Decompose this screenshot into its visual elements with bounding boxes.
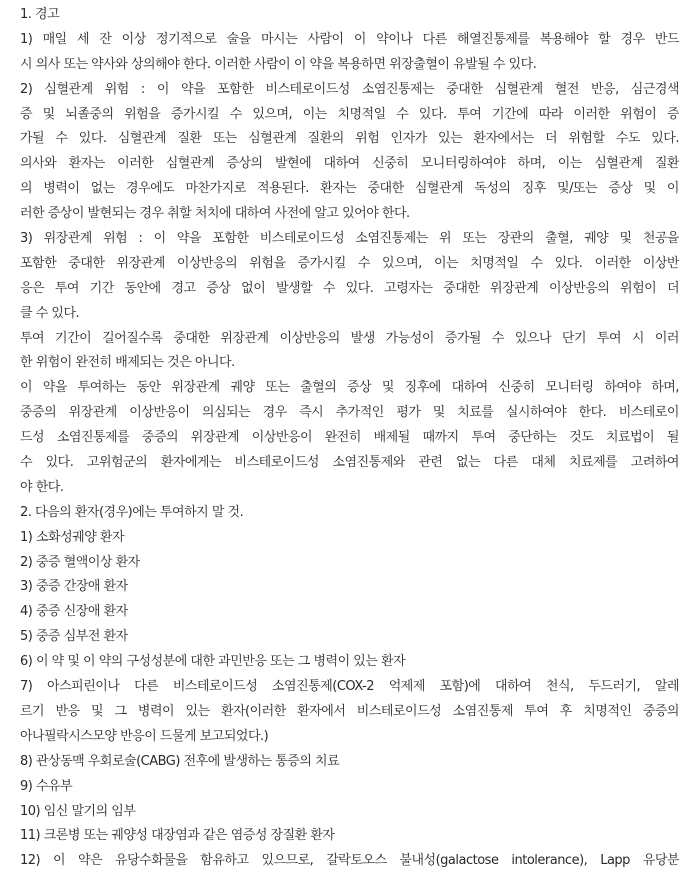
text-line: 7) 아스피린이나 다른 비스테로이드성 소염진통제(COX-2 억제제 포함)에 대하여 천식, 두드러기, 알레 (20, 679, 679, 695)
text-line: 2) 중증 혈액이상 환자 (20, 554, 140, 570)
text-line: 1) 소화성궤양 환자 (20, 529, 125, 545)
text-line: 이 약을 투여하는 동안 위장관계 궤양 또는 출혈의 증상 및 징후에 대하여 신중히 모니터링 하여야 하며, (20, 380, 679, 396)
text-line: 5) 중증 심부전 환자 (20, 629, 128, 645)
text-line: 3) 중증 간장애 환자 (20, 579, 128, 595)
text-line: 3) 위장관계 위험 : 이 약을 포함한 비스테로이드성 소염진통제는 위 또는 장관의 출혈, 궤양 및 천공을 (20, 231, 679, 247)
text-line: 10) 임신 말기의 임부 (20, 803, 136, 819)
text-line: 의사와 환자는 이러한 심혈관계 증상의 발현에 대하여 신중히 모니터링하여야 하며, 이는 심혈관계 질환 (20, 156, 679, 172)
text-line: 르기 반응 및 그 병력이 있는 환자(이러한 환자에서 비스테로이드성 소염진통제 투여 후 치명적인 중증의 (20, 703, 679, 719)
text-line: 12) 이 약은 유당수화물을 함유하고 있으므로, 갈락토오스 불내성(galactose intolerance), Lapp 유당분 (20, 853, 679, 869)
text-line: 응은 투여 기간 동안에 경고 증상 없이 발생할 수 있다. 고령자는 중대한 위장관계 이상반응의 위험이 더 (20, 280, 679, 296)
text-line: 증 및 뇌졸중의 위험을 증가시킬 수 있으며, 이는 치명적일 수 있다. 투여 기간에 따라 이러한 위험이 증 (20, 106, 679, 122)
text-line: 중증의 위장관계 이상반응이 의심되는 경우 즉시 추가적인 평가 및 치료를 실시하여야 한다. 비스테로이 (20, 405, 679, 421)
text-line: 가될 수 있다. 심혈관계 질환 또는 심혈관계 질환의 위험 인자가 있는 환자에서는 더 위험할 수도 있다. (20, 131, 679, 147)
text-line: 야 한다. (20, 479, 64, 495)
text-line: 의 병력이 없는 경우에도 마찬가지로 적용된다. 환자는 중대한 심혈관계 독성의 징후 및/또는 증상 및 이 (20, 181, 679, 197)
text-line: 투여 기간이 길어질수록 중대한 위장관계 이상반응의 발생 가능성이 증가될 수 있으나 단기 투여 시 이러 (20, 330, 679, 346)
text-line: 수 있다. 고위험군의 환자에게는 비스테로이드성 소염진통제와 관련 없는 다른 대체 치료제를 고려하여 (20, 455, 679, 471)
text-line: 9) 수유부 (20, 778, 73, 794)
text-line: 포함한 중대한 위장관계 이상반응의 위험을 증가시킬 수 있으며, 이는 치명적일 수 있다. 이러한 이상반 (20, 255, 679, 271)
text-line: 러한 증상이 발현되는 경우 취할 처치에 대하여 사전에 알고 있어야 한다. (20, 206, 410, 222)
text-line: 1. 경고 (20, 7, 60, 22)
text-line: 8) 관상동맥 우회로술(CABG) 전후에 발생하는 통증의 치료 (20, 753, 340, 769)
text-line: 6) 이 약 및 이 약의 구성성분에 대한 과민반응 또는 그 병력이 있는 환자 (20, 654, 406, 670)
text-line: 1) 매일 세 잔 이상 정기적으로 술을 마시는 사람이 이 약이나 다른 해열진통제를 복용해야 할 경우 반드 (20, 31, 679, 47)
text-line: 한 위험이 완전히 배제되는 것은 아니다. (20, 355, 235, 371)
text-line: 4) 중증 신장애 환자 (20, 604, 128, 620)
text-line: 11) 크론병 또는 궤양성 대장염과 같은 염증성 장질환 환자 (20, 828, 335, 844)
text-line: 2. 다음의 환자(경우)에는 투여하지 말 것. (20, 504, 244, 520)
text-line: 2) 심혈관계 위험 : 이 약을 포함한 비스테로이드성 소염진통제는 중대한 심혈관계 혈전 반응, 심근경색 (20, 81, 679, 97)
text-line: 아나필락시스모양 반응이 드물게 보고되었다.) (20, 728, 269, 744)
text-line: 드성 소염진통제를 중증의 위장관계 이상반응이 완전히 배제될 때까지 투여 중단하는 것도 치료법이 될 (20, 430, 679, 446)
text-line: 클 수 있다. (20, 305, 80, 321)
text-line: 시 의사 또는 약사와 상의해야 한다. 이러한 사람이 이 약을 복용하면 위장출혈이 유발될 수 있다. (20, 56, 537, 72)
